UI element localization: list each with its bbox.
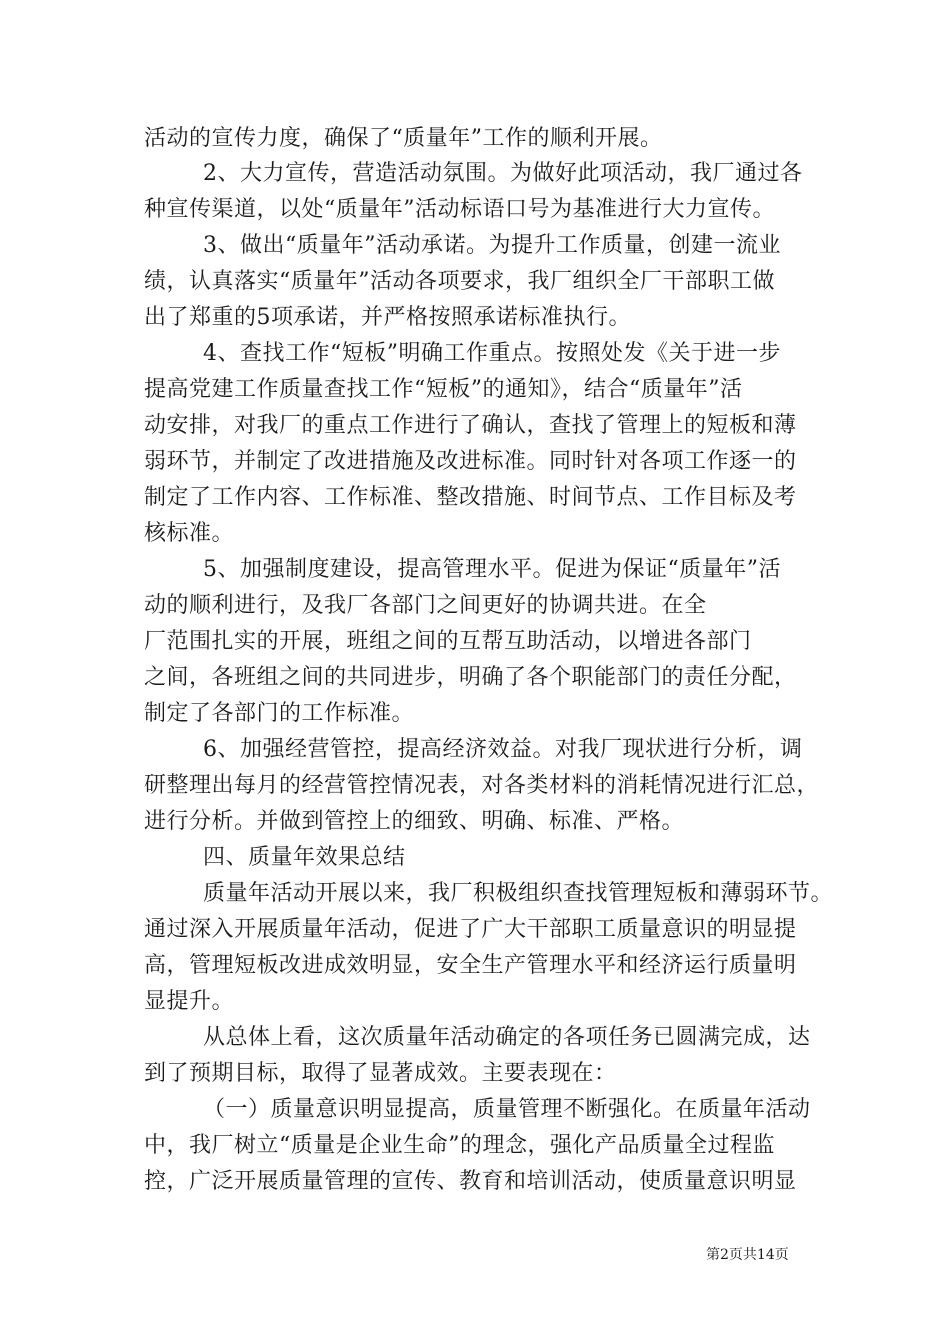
body-line: 控，广泛开展质量管理的宣传、教育和培训活动，使质量意识明显: [144, 1169, 797, 1194]
body-line: 之间，各班组之间的共同进步，明确了各个职能部门的责任分配，: [144, 665, 797, 690]
body-line: （一）质量意识明显提高，质量管理不断强化。在质量年活动: [203, 1097, 811, 1122]
body-line: 研整理出每月的经营管控情况表，对各类材料的消耗情况进行汇总，: [144, 773, 820, 798]
body-line: 出了郑重的5项承诺，并严格按照承诺标准执行。: [144, 305, 631, 330]
body-line: 5、加强制度建设，提高管理水平。促进为保证“质量年”活: [203, 557, 781, 582]
body-line: 从总体上看，这次质量年活动确定的各项任务已圆满完成，达: [203, 1025, 811, 1050]
body-line: 活动的宣传力度，确保了“质量年”工作的顺利开展。: [144, 126, 663, 151]
body-line: 绩，认真落实“质量年”活动各项要求，我厂组织全厂干部职工做: [144, 269, 775, 294]
body-line: 2、大力宣传，营造活动氛围。为做好此项活动，我厂通过各: [203, 161, 803, 186]
page-number-footer: 第2页共14页: [706, 1247, 789, 1263]
body-line: 3、做出“质量年”活动承诺。为提升工作质量，创建一流业: [203, 233, 781, 258]
body-line: 核标准。: [144, 521, 235, 546]
body-line: 制定了工作内容、工作标准、整改措施、时间节点、工作目标及考: [144, 485, 797, 510]
body-line: 动的顺利进行，及我厂各部门之间更好的协调共进。在全: [144, 593, 707, 618]
body-line: 质量年活动开展以来，我厂积极组织查找管理短板和薄弱环节。: [203, 881, 834, 906]
body-line: 弱环节，并制定了改进措施及改进标准。同时针对各项工作逐一的: [144, 449, 797, 474]
body-line: 4、查找工作“短板”明确工作重点。按照处发《关于进一步: [203, 341, 781, 366]
body-line: 通过深入开展质量年活动，促进了广大干部职工质量意识的明显提: [144, 917, 797, 942]
body-line: 动安排，对我厂的重点工作进行了确认，查找了管理上的短板和薄: [144, 413, 797, 438]
body-line: 进行分析。并做到管控上的细致、明确、标准、严格。: [144, 809, 685, 834]
body-line: 种宣传渠道，以处“质量年”活动标语口号为基准进行大力宣传。: [144, 197, 775, 222]
body-line: 显提升。: [144, 989, 235, 1014]
body-line: 制定了各部门的工作标准。: [144, 701, 415, 726]
body-line: 提高党建工作质量查找工作“短板”的通知》，结合“质量年”活: [144, 377, 743, 402]
body-line: 中，我厂树立“质量是企业生命”的理念，强化产品质量全过程监: [144, 1133, 775, 1158]
body-line: 高，管理短板改进成效明显，安全生产管理水平和经济运行质量明: [144, 953, 797, 978]
body-line: 6、加强经营管控，提高经济效益。对我厂现状进行分析，调: [203, 737, 803, 762]
body-line: 到了预期目标，取得了显著成效。主要表现在：: [144, 1061, 617, 1086]
section-heading: 四、质量年效果总结: [203, 845, 406, 870]
body-line: 厂范围扎实的开展，班组之间的互帮互助活动，以增进各部门: [144, 629, 752, 654]
